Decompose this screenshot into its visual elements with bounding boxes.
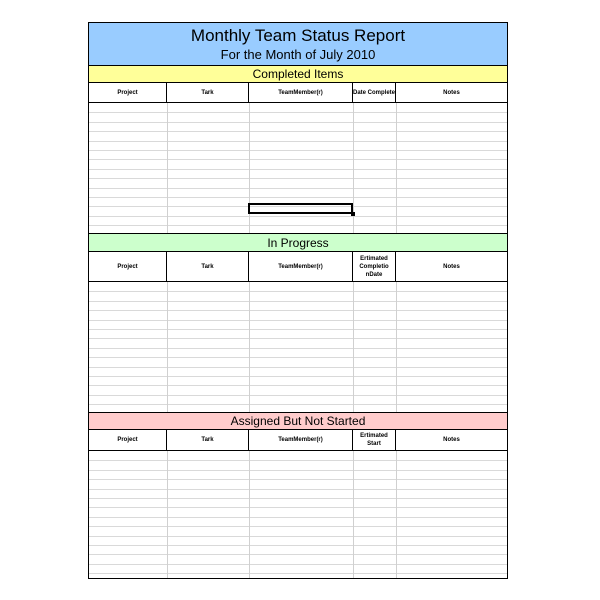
grid-row-line — [89, 122, 507, 123]
col-header-notes[interactable]: Notes — [443, 437, 460, 443]
grid-row-line — [89, 404, 507, 405]
fill-handle[interactable] — [351, 212, 355, 216]
col-header-team-member[interactable]: TeamMember(r) — [249, 83, 353, 102]
grid-row-line — [89, 498, 507, 499]
col-header-notes[interactable]: Notes — [443, 89, 460, 96]
grid-row-line — [89, 348, 507, 349]
grid-row-line — [89, 517, 507, 518]
section-band-in-progress: In Progress — [89, 233, 507, 252]
grid-column-line — [249, 451, 250, 578]
grid-column-line — [353, 451, 354, 578]
grid-row-line — [89, 573, 507, 574]
grid-row-line — [89, 526, 507, 527]
grid-column-line — [167, 103, 168, 233]
grid-row-line — [89, 197, 507, 198]
grid-row-line — [89, 376, 507, 377]
grid-row-line — [89, 479, 507, 480]
grid-column-line — [396, 103, 397, 233]
grid-row-line — [89, 301, 507, 302]
selected-cell-cursor[interactable] — [248, 203, 353, 214]
grid-not-started[interactable] — [89, 451, 507, 578]
grid-row-line — [89, 395, 507, 396]
column-header-row-not-started — [89, 430, 507, 451]
grid-row-line — [89, 178, 507, 179]
grid-row-line — [89, 385, 507, 386]
grid-column-line — [167, 451, 168, 578]
col-header-date[interactable]: Date Complete — [353, 83, 396, 102]
grid-row-line — [89, 225, 507, 226]
col-header-task[interactable]: Tark — [167, 83, 249, 102]
col-header-team-member[interactable]: TeamMember(r) — [249, 430, 353, 450]
grid-row-line — [89, 159, 507, 160]
grid-row-line — [89, 367, 507, 368]
grid-row-line — [89, 554, 507, 555]
grid-in-progress[interactable] — [89, 282, 507, 412]
col-header-task[interactable]: Tark — [167, 252, 249, 281]
grid-column-line — [396, 282, 397, 412]
grid-row-line — [89, 489, 507, 490]
grid-row-line — [89, 470, 507, 471]
grid-row-line — [89, 545, 507, 546]
col-header-team-member[interactable]: TeamMember(r) — [249, 252, 353, 281]
col-header-task[interactable]: Tark — [167, 430, 249, 450]
column-header-row-in-progress — [89, 252, 507, 282]
grid-column-line — [167, 282, 168, 412]
grid-column-line — [396, 451, 397, 578]
report-subtitle: For the Month of July 2010 — [220, 47, 376, 62]
grid-column-line — [249, 282, 250, 412]
section-band-not-started: Assigned But Not Started — [89, 412, 507, 430]
grid-column-line — [353, 282, 354, 412]
grid-row-line — [89, 141, 507, 142]
column-header-row-completed — [89, 83, 507, 103]
col-header-project[interactable]: Project — [89, 83, 167, 102]
grid-row-line — [89, 310, 507, 311]
grid-row-line — [89, 112, 507, 113]
grid-row-line — [89, 216, 507, 217]
grid-row-line — [89, 507, 507, 508]
grid-row-line — [89, 564, 507, 565]
grid-row-line — [89, 320, 507, 321]
col-header-notes[interactable]: Notes — [443, 263, 460, 270]
grid-row-line — [89, 131, 507, 132]
title-block — [89, 23, 507, 66]
grid-row-line — [89, 460, 507, 461]
grid-row-line — [89, 188, 507, 189]
grid-row-line — [89, 150, 507, 151]
section-band-completed: Completed Items — [89, 66, 507, 83]
grid-row-line — [89, 329, 507, 330]
grid-row-line — [89, 536, 507, 537]
grid-row-line — [89, 357, 507, 358]
col-header-project[interactable]: Project — [89, 252, 167, 281]
grid-row-line — [89, 169, 507, 170]
col-header-project[interactable]: Project — [89, 430, 167, 450]
report-sheet — [88, 22, 508, 579]
grid-row-line — [89, 291, 507, 292]
grid-row-line — [89, 338, 507, 339]
report-title: Monthly Team Status Report — [190, 26, 406, 45]
col-header-est-completion[interactable]: Ertimated Completio nDate — [353, 252, 396, 281]
col-header-est-start[interactable]: Ertimated Start — [353, 430, 396, 450]
